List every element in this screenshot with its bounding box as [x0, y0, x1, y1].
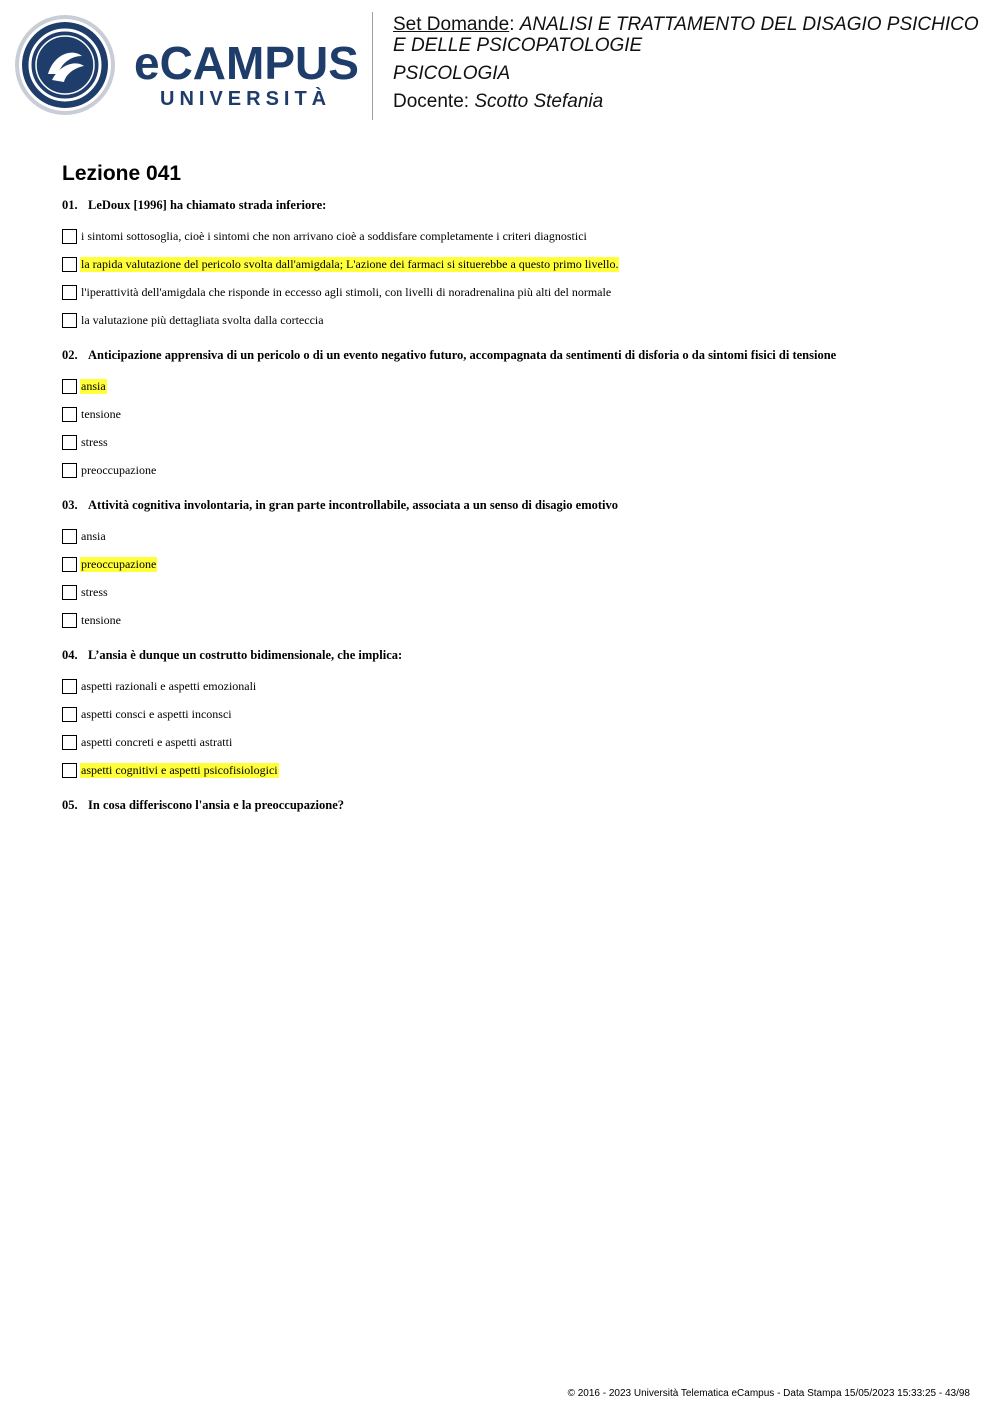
question-label: L’ansia è dunque un costrutto bidimensionale, che implica:: [88, 648, 403, 662]
answer-checkbox[interactable]: [62, 735, 77, 750]
question-4: [62, 647, 962, 784]
answer-text: tensione: [81, 612, 121, 627]
answer-text: preoccupazione: [81, 462, 157, 477]
question-number: 03.: [62, 498, 78, 512]
answer-text: la valutazione più dettagliata svolta dalla corteccia: [81, 312, 324, 327]
answer-option[interactable]: [62, 250, 962, 278]
answer-text: aspetti consci e aspetti inconsci: [81, 706, 232, 721]
answer-checkbox[interactable]: [62, 407, 77, 422]
answer-option[interactable]: [62, 306, 962, 334]
question-label: In cosa differiscono l'ansia e la preoccupazione?: [88, 798, 345, 812]
header-divider: [372, 12, 373, 120]
answer-text: aspetti concreti e aspetti astratti: [81, 734, 233, 749]
answer-checkbox[interactable]: [62, 529, 77, 544]
answer-text: ansia: [81, 528, 106, 543]
question-label: LeDoux [1996] ha chiamato strada inferiore:: [88, 198, 327, 212]
answer-checkbox[interactable]: [62, 229, 77, 244]
answer-text: i sintomi sottosoglia, cioè i sintomi che non arrivano cioè a soddisfare completamente i criteri diagnostici: [81, 228, 587, 243]
answer-text-highlighted: aspetti cognitivi e aspetti psicofisiologici: [81, 762, 278, 777]
answer-checkbox[interactable]: [62, 557, 77, 572]
answer-text: tensione: [81, 406, 121, 421]
question-number: 02.: [62, 348, 78, 362]
answer-option[interactable]: [62, 278, 962, 306]
answer-checkbox[interactable]: [62, 435, 77, 450]
answer-option[interactable]: [62, 522, 962, 550]
course-title: ANALISI E TRATTAMENTO DEL DISAGIO PSICHICO E DELLE PSICOPATOLOGIE: [393, 14, 979, 56]
logo-wordmark: eCAMPUS: [134, 37, 359, 89]
answer-text-highlighted: preoccupazione: [81, 556, 157, 571]
answer-option[interactable]: [62, 550, 962, 578]
lesson-title: Lezione 041: [62, 162, 182, 185]
question-text: [62, 647, 962, 663]
answer-checkbox[interactable]: [62, 707, 77, 722]
answer-checkbox[interactable]: [62, 313, 77, 328]
answer-text: stress: [81, 434, 108, 449]
teacher-line: [393, 91, 993, 112]
page-footer: © 2016 - 2023 Università Telematica eCampus - Data Stampa 15/05/2023 15:33:25 - 43/98: [567, 1388, 970, 1399]
answer-checkbox[interactable]: [62, 379, 77, 394]
answer-text: stress: [81, 584, 108, 599]
answer-checkbox[interactable]: [62, 257, 77, 272]
answer-option[interactable]: [62, 578, 962, 606]
answer-checkbox[interactable]: [62, 679, 77, 694]
question-label: Attività cognitiva involontaria, in gran parte incontrollabile, associata a un senso di disagio emotivo: [88, 498, 618, 512]
answer-checkbox[interactable]: [62, 763, 77, 778]
question-5: [62, 797, 962, 813]
teacher-name: Scotto Stefania: [474, 91, 604, 112]
answer-text-highlighted: la rapida valutazione del pericolo svolta dall'amigdala; L'azione dei farmaci si situerebbe a questo primo livello.: [81, 256, 619, 271]
question-text: [62, 497, 962, 513]
answer-text: l'iperattività dell'amigdala che risponde in eccesso agli stimoli, con livelli di noradrenalina più alti del normale: [81, 284, 612, 299]
answer-option[interactable]: [62, 428, 962, 456]
answer-option[interactable]: [62, 372, 962, 400]
question-label: Anticipazione apprensiva di un pericolo o di un evento negativo futuro, accompagnata da sentimenti di disforia o da sintomi fisici di tensione: [88, 348, 837, 362]
question-number: 05.: [62, 798, 78, 812]
course-title-line: [393, 14, 993, 56]
question-3: [62, 497, 962, 634]
ecampus-seal-icon: [14, 14, 116, 116]
question-2: [62, 347, 962, 484]
answer-checkbox[interactable]: [62, 613, 77, 628]
logo-subtitle: UNIVERSITÀ: [160, 88, 332, 110]
question-list: [62, 197, 962, 826]
question-1: [62, 197, 962, 334]
answer-option[interactable]: [62, 606, 962, 634]
set-separator: :: [509, 14, 515, 35]
faculty: PSICOLOGIA: [393, 63, 511, 84]
answer-option[interactable]: [62, 456, 962, 484]
question-number: 01.: [62, 198, 78, 212]
question-text: [62, 347, 962, 363]
answer-checkbox[interactable]: [62, 585, 77, 600]
answer-option[interactable]: [62, 756, 962, 784]
answer-option[interactable]: [62, 728, 962, 756]
answer-text: aspetti razionali e aspetti emozionali: [81, 678, 257, 693]
answer-option[interactable]: [62, 222, 962, 250]
answer-option[interactable]: [62, 672, 962, 700]
answer-checkbox[interactable]: [62, 463, 77, 478]
question-text: [62, 197, 962, 213]
answer-text-highlighted: ansia: [81, 378, 106, 393]
question-text: [62, 797, 962, 813]
teacher-label: Docente:: [393, 91, 470, 112]
answer-option[interactable]: [62, 400, 962, 428]
course-header: [393, 14, 993, 112]
answer-checkbox[interactable]: [62, 285, 77, 300]
set-label: Set Domande: [393, 14, 510, 35]
question-number: 04.: [62, 648, 78, 662]
ecampus-logo: [14, 14, 359, 118]
answer-option[interactable]: [62, 700, 962, 728]
